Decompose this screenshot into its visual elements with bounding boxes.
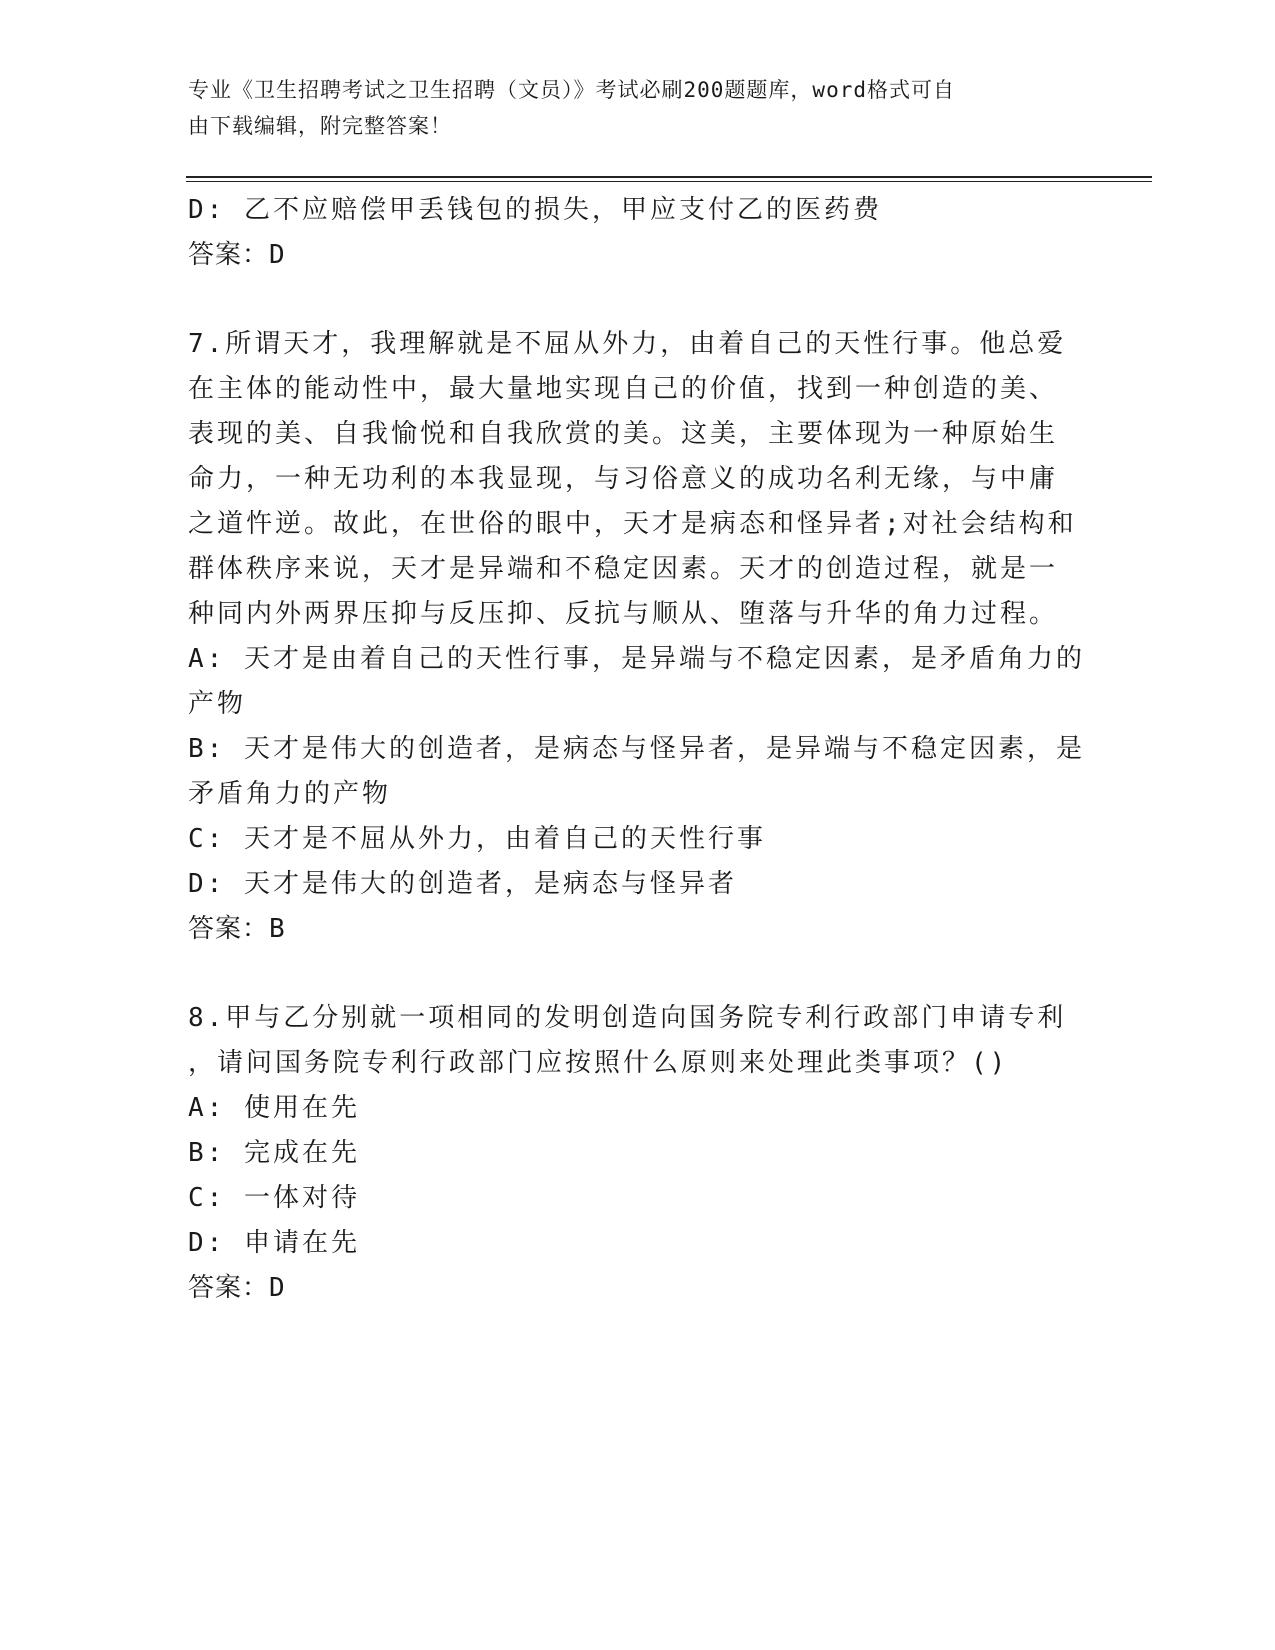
question-7	[188, 322, 1085, 952]
option-b: B: 完成在先	[188, 1138, 360, 1168]
question-text-line: 之道忤逆。故此，在世俗的眼中，天才是病态和怪异者;对社会结构和	[188, 509, 1077, 539]
previous-question	[188, 188, 1078, 278]
question-text-line: 种同内外两界压抑与反压抑、反抗与顺从、堕落与升华的角力过程。	[188, 599, 1059, 629]
answer: 答案：B	[188, 914, 286, 944]
option-a: A: 天才是由着自己的天性行事，是异端与不稳定因素，是矛盾角力的	[188, 644, 1085, 674]
option-b: B: 天才是伟大的创造者，是病态与怪异者，是异端与不稳定因素，是	[188, 734, 1085, 764]
answer: 答案：D	[188, 1273, 286, 1303]
question-8	[188, 996, 1078, 1311]
header-divider-thin	[186, 181, 1152, 182]
header-title-line-1: 专业《卫生招聘考试之卫生招聘（文员）》考试必刷200题题库，word格式可自	[188, 78, 955, 102]
question-text-line: ，请问国务院专利行政部门应按照什么原则来处理此类事项？()	[188, 1048, 1009, 1078]
option-b-continued: 矛盾角力的产物	[188, 779, 392, 809]
option-a-continued: 产物	[188, 689, 247, 719]
option-d: D: 乙不应赔偿甲丢钱包的损失，甲应支付乙的医药费	[188, 195, 882, 225]
question-text-line: 命力，一种无功利的本我显现，与习俗意义的成功名利无缘，与中庸	[188, 464, 1059, 494]
option-d: D: 申请在先	[188, 1228, 360, 1258]
question-text-line: 群体秩序来说，天才是异端和不稳定因素。天才的创造过程，就是一	[188, 554, 1059, 584]
question-text-line: 8.甲与乙分别就一项相同的发明创造向国务院专利行政部门申请专利	[188, 1003, 1067, 1033]
document-body	[188, 188, 1085, 1311]
question-text-line: 表现的美、自我愉悦和自我欣赏的美。这美，主要体现为一种原始生	[188, 419, 1059, 449]
header-divider-thick	[186, 176, 1152, 178]
question-text-line: 在主体的能动性中，最大量地实现自己的价值，找到一种创造的美、	[188, 374, 1059, 404]
document-header	[188, 72, 1068, 144]
header-title-line-2: 由下载编辑，附完整答案！	[188, 114, 452, 138]
answer: 答案：D	[188, 240, 286, 270]
option-a: A: 使用在先	[188, 1093, 360, 1123]
question-text-line: 7.所谓天才，我理解就是不屈从外力，由着自己的天性行事。他总爱	[188, 329, 1067, 359]
option-d: D: 天才是伟大的创造者，是病态与怪异者	[188, 869, 737, 899]
option-c: C: 天才是不屈从外力，由着自己的天性行事	[188, 824, 766, 854]
option-c: C: 一体对待	[188, 1183, 360, 1213]
